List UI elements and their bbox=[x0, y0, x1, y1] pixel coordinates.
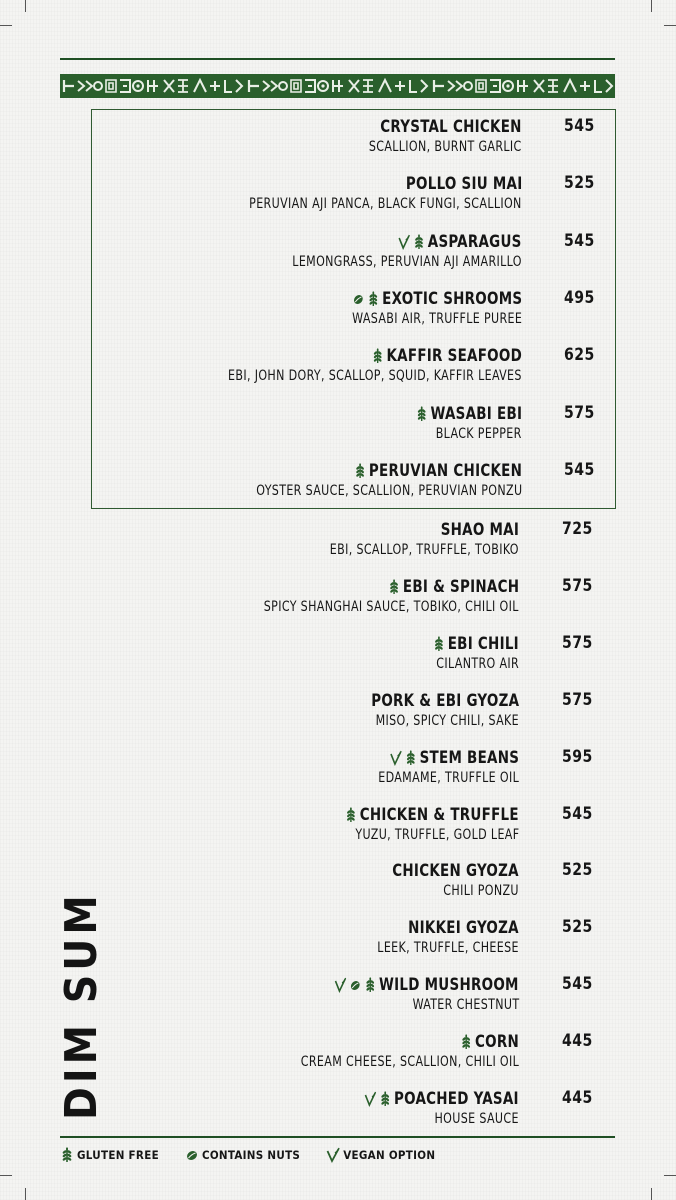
menu-item-price: 545 bbox=[564, 459, 595, 480]
pattern-glyph bbox=[410, 80, 427, 92]
menu-item bbox=[0, 404, 522, 448]
menu-item-name bbox=[389, 748, 519, 768]
nuts-icon bbox=[185, 1147, 199, 1163]
gluten-free-icon bbox=[415, 406, 427, 422]
legend-label: CONTAINS NUTS bbox=[201, 1148, 301, 1162]
menu-item-name-text: KAFFIR SEAFOOD bbox=[386, 346, 522, 367]
menu-item-name bbox=[392, 861, 519, 881]
gluten-free-icon bbox=[60, 1147, 74, 1163]
menu-item-description: CREAM CHEESE, SCALLION, CHILI OIL bbox=[300, 1054, 519, 1071]
menu-item bbox=[0, 289, 522, 333]
menu-item-price: 595 bbox=[562, 746, 593, 767]
pattern-glyph bbox=[63, 80, 74, 92]
gluten-free-icon bbox=[364, 977, 376, 993]
menu-item-name-text: EXOTIC SHROOMS bbox=[381, 288, 522, 309]
menu-item-price: 495 bbox=[564, 287, 595, 308]
crop-mark bbox=[0, 25, 12, 26]
pattern-glyph bbox=[78, 81, 92, 91]
menu-item-description: CILANTRO AIR bbox=[436, 655, 519, 672]
menu-item-name-text: PORK & EBI GYOZA bbox=[370, 690, 519, 711]
menu-item-name bbox=[364, 1089, 519, 1109]
menu-item-description: HOUSE SAUCE bbox=[434, 1111, 519, 1127]
menu-item-description: EBI, SCALLOP, TRUFFLE, TOBIKO bbox=[329, 542, 519, 558]
menu-item-name-text: CHICKEN GYOZA bbox=[392, 861, 519, 882]
pattern-glyph bbox=[580, 81, 590, 91]
pattern-glyph bbox=[395, 81, 405, 91]
menu-item-price: 445 bbox=[562, 1031, 593, 1052]
gluten-free-icon bbox=[460, 1034, 472, 1050]
menu-item-name bbox=[408, 918, 519, 938]
menu-item bbox=[0, 577, 519, 621]
menu-item-name bbox=[460, 1032, 519, 1052]
pattern-glyph bbox=[120, 80, 130, 92]
pattern-glyph bbox=[564, 80, 576, 92]
crop-mark bbox=[651, 0, 652, 12]
pattern-glyph bbox=[506, 84, 509, 87]
menu-item-price: 525 bbox=[562, 917, 593, 938]
menu-item-name-text: CRYSTAL CHICKEN bbox=[380, 117, 522, 137]
pattern-glyph bbox=[464, 82, 472, 90]
menu-item bbox=[0, 461, 522, 505]
crop-mark bbox=[664, 1175, 676, 1176]
crop-mark bbox=[0, 1175, 12, 1176]
menu-item-description: OYSTER SAUCE, SCALLION, PERUVIAN PONZU bbox=[255, 482, 522, 499]
menu-item-name-text: NIKKEI GYOZA bbox=[408, 918, 519, 939]
menu-item-name bbox=[398, 232, 522, 252]
menu-item bbox=[0, 805, 519, 849]
legend-label: VEGAN OPTION bbox=[343, 1148, 436, 1162]
menu-item bbox=[0, 520, 519, 564]
crop-mark bbox=[25, 1188, 26, 1200]
menu-item bbox=[0, 232, 522, 276]
crop-mark bbox=[651, 1188, 652, 1200]
menu-item-name bbox=[433, 634, 519, 654]
menu-item-name bbox=[388, 577, 519, 597]
menu-item-description: WATER CHESTNUT bbox=[412, 997, 519, 1014]
pattern-glyph bbox=[476, 80, 486, 92]
menu-item-name-text: WILD MUSHROOM bbox=[379, 975, 519, 996]
menu-item-name bbox=[352, 289, 522, 309]
menu-item-name-text: POLLO SIU MAI bbox=[405, 174, 522, 195]
menu-item-description: BLACK PEPPER bbox=[436, 425, 522, 442]
pattern-glyph bbox=[534, 80, 544, 92]
pattern-glyph bbox=[148, 80, 158, 92]
menu-item-name-text: POACHED YASAI bbox=[394, 1089, 519, 1109]
pattern-glyph bbox=[263, 81, 277, 91]
gluten-free-icon bbox=[367, 291, 379, 307]
menu-item-name bbox=[354, 461, 522, 481]
legend-entry bbox=[326, 1147, 435, 1163]
menu-item-description: EBI, JOHN DORY, SCALLOP, SQUID, KAFFIR LEAVES bbox=[228, 368, 522, 385]
menu-item bbox=[0, 117, 522, 161]
menu-item-price: 525 bbox=[564, 173, 595, 194]
menu-item-name-text: CORN bbox=[474, 1032, 519, 1053]
menu-item-name bbox=[441, 520, 519, 540]
gluten-free-icon bbox=[354, 463, 366, 479]
menu-item-description: LEEK, TRUFFLE, CHEESE bbox=[377, 940, 519, 957]
pattern-glyph bbox=[379, 80, 391, 92]
gluten-free-icon bbox=[345, 807, 357, 823]
pattern-glyph bbox=[178, 80, 188, 92]
menu-item-description: WASABI AIR, TRUFFLE PUREE bbox=[351, 310, 522, 327]
crop-mark bbox=[664, 25, 676, 26]
pattern-glyph bbox=[595, 80, 612, 92]
pattern-glyph bbox=[518, 80, 528, 92]
gluten-free-icon bbox=[388, 579, 400, 595]
vegan-icon bbox=[326, 1147, 340, 1163]
menu-item-description: EDAMAME, TRUFFLE OIL bbox=[378, 769, 519, 786]
nuts-icon bbox=[349, 977, 361, 993]
bottom-rule bbox=[60, 1136, 615, 1138]
menu-item-description: YUZU, TRUFFLE, GOLD LEAF bbox=[354, 826, 519, 843]
menu-item-name bbox=[371, 691, 519, 711]
vegan-icon bbox=[398, 234, 410, 250]
crop-mark bbox=[25, 0, 26, 12]
menu-item bbox=[0, 691, 519, 735]
menu-item-name-text: WASABI EBI bbox=[430, 403, 522, 424]
menu-item-price: 575 bbox=[562, 575, 593, 596]
legend-entry bbox=[60, 1147, 159, 1163]
menu-item-description: SCALLION, BURNT GARLIC bbox=[369, 139, 522, 155]
menu-item-description: MISO, SPICY CHILI, SAKE bbox=[375, 712, 519, 729]
menu-item-name-text: ASPARAGUS bbox=[428, 231, 522, 252]
pattern-glyph bbox=[210, 81, 220, 91]
menu-item-name-text: STEM BEANS bbox=[419, 747, 519, 768]
pattern-glyph bbox=[279, 82, 287, 90]
pattern-glyph bbox=[194, 80, 206, 92]
nuts-icon bbox=[352, 291, 364, 307]
gluten-free-icon bbox=[379, 1091, 391, 1107]
pattern-glyph bbox=[248, 80, 259, 92]
menu-item-price: 625 bbox=[564, 345, 595, 366]
pattern-glyph bbox=[136, 84, 139, 87]
menu-item-price: 545 bbox=[564, 230, 595, 251]
menu-item-price: 545 bbox=[562, 803, 593, 824]
menu-item-price: 725 bbox=[562, 519, 593, 539]
pattern-glyph bbox=[305, 80, 315, 92]
pattern-glyph bbox=[448, 81, 462, 91]
menu-item-price: 545 bbox=[562, 974, 593, 995]
menu-item bbox=[0, 748, 519, 792]
menu-item-description: CHILI PONZU bbox=[443, 883, 519, 900]
pattern-glyph bbox=[94, 82, 102, 90]
menu-item bbox=[0, 174, 522, 218]
menu-item-price: 445 bbox=[562, 1088, 593, 1108]
pattern-glyph bbox=[321, 84, 324, 87]
vegan-icon bbox=[364, 1091, 376, 1107]
pattern-glyph bbox=[291, 80, 301, 92]
pattern-glyph bbox=[490, 80, 500, 92]
legend-entry bbox=[185, 1147, 300, 1163]
menu-item-name-text: PERUVIAN CHICKEN bbox=[368, 460, 522, 481]
menu-item-name bbox=[415, 404, 522, 424]
menu-item-description: PERUVIAN AJI PANCA, BLACK FUNGI, SCALLION bbox=[249, 196, 522, 213]
menu-item bbox=[0, 634, 519, 678]
vegan-icon bbox=[389, 750, 401, 766]
menu-item-price: 575 bbox=[564, 402, 595, 423]
menu-item-description: SPICY SHANGHAI SAUCE, TOBIKO, CHILI OIL bbox=[264, 598, 519, 615]
menu-item-price: 545 bbox=[564, 116, 595, 136]
menu-item-name bbox=[371, 346, 522, 366]
menu-item-price: 525 bbox=[562, 860, 593, 881]
section-title: DIM SUM bbox=[56, 891, 107, 1120]
pattern-glyph bbox=[225, 80, 242, 92]
menu-item-name-text: EBI CHILI bbox=[447, 633, 519, 654]
legend-label: GLUTEN FREE bbox=[77, 1148, 159, 1162]
gluten-free-icon bbox=[413, 234, 425, 250]
gluten-free-icon bbox=[433, 636, 445, 652]
menu-item-name bbox=[405, 174, 522, 194]
menu-item-name-text: SHAO MAI bbox=[440, 520, 519, 540]
menu-item-name-text: CHICKEN & TRUFFLE bbox=[359, 804, 519, 825]
pattern-glyph bbox=[363, 80, 373, 92]
menu-item-name bbox=[345, 805, 519, 825]
menu-item bbox=[0, 346, 522, 390]
vegan-icon bbox=[334, 977, 346, 993]
pattern-glyph bbox=[333, 80, 343, 92]
menu-item-description: LEMONGRASS, PERUVIAN AJI AMARILLO bbox=[292, 253, 522, 270]
decorative-pattern-band bbox=[60, 74, 615, 98]
gluten-free-icon bbox=[371, 348, 383, 364]
top-rule bbox=[60, 58, 615, 60]
pattern-glyph bbox=[106, 80, 116, 92]
gluten-free-icon bbox=[404, 750, 416, 766]
menu-item-name bbox=[334, 975, 519, 995]
pattern-glyph bbox=[164, 80, 174, 92]
pattern-glyph bbox=[548, 80, 558, 92]
dietary-legend bbox=[60, 1147, 435, 1163]
menu-item-price: 575 bbox=[562, 689, 593, 710]
menu-item-price: 575 bbox=[562, 632, 593, 653]
pattern-glyph bbox=[433, 80, 444, 92]
menu-item-name bbox=[381, 117, 522, 137]
menu-item-name-text: EBI & SPINACH bbox=[402, 576, 519, 597]
pattern-glyph bbox=[349, 80, 359, 92]
